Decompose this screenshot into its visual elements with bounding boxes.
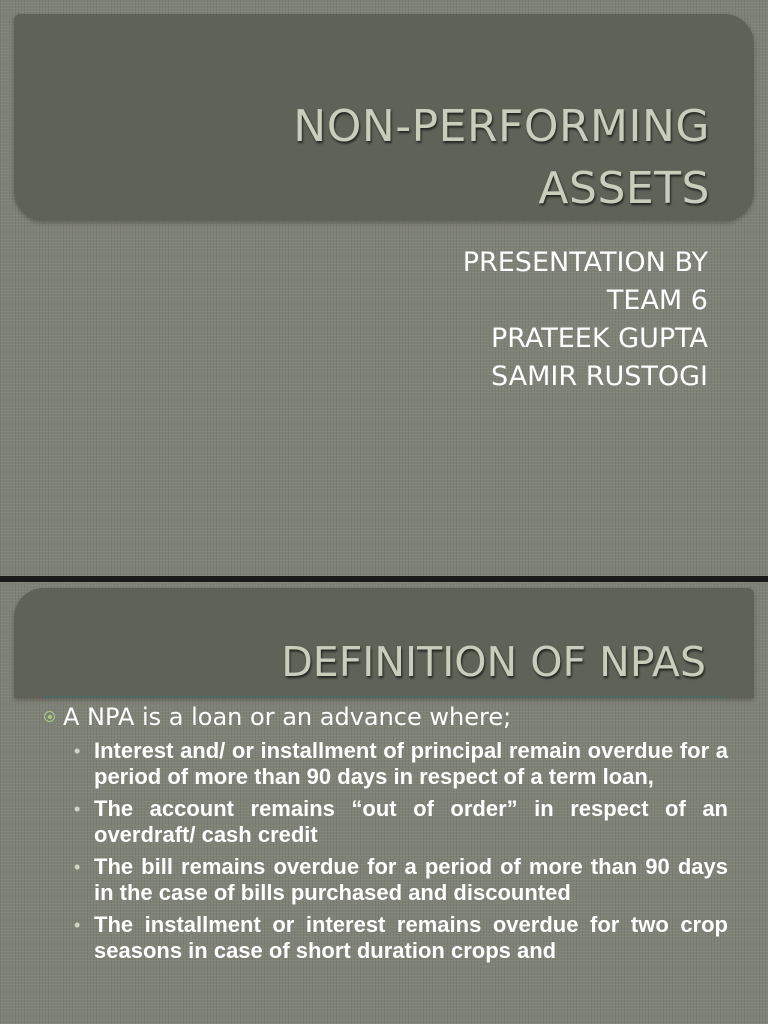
list-item <box>72 854 728 906</box>
list-item-text: The installment or interest remains overdue for two crop seasons in case of short duration crops and <box>94 912 728 963</box>
title-line: NON-PERFORMING <box>293 101 710 152</box>
presenter-credits <box>463 244 708 396</box>
list-item <box>72 796 728 848</box>
list-item <box>72 912 728 964</box>
lead-point <box>44 700 511 734</box>
definition-slide <box>0 582 768 1024</box>
subtitle-line: PRATEEK GUPTA <box>490 323 708 354</box>
subtitle-line: SAMIR RUSTOGI <box>490 361 708 392</box>
list-item <box>72 738 728 790</box>
list-item-text: Interest and/ or installment of principal remain overdue for a period of more than 90 days in respect of a term loan, <box>94 738 728 789</box>
bullet-dot-icon: • <box>74 741 81 761</box>
subtitle-line: PRESENTATION BY <box>462 247 708 278</box>
bullet-dot-icon: • <box>74 915 81 935</box>
slide-title: DEFINITION OF NPAS <box>281 638 706 686</box>
target-icon <box>44 711 55 722</box>
title-divider <box>44 696 722 698</box>
presentation-title <box>293 96 710 220</box>
list-item-text: The bill remains overdue for a period of more than 90 days in the case of bills purchased and discounted <box>94 854 728 905</box>
bullet-dot-icon: • <box>74 857 81 877</box>
lead-text: A NPA is a loan or an advance where; <box>63 703 512 731</box>
bullet-dot-icon: • <box>74 799 81 819</box>
subtitle-line: TEAM 6 <box>606 285 708 316</box>
title-line: ASSETS <box>538 163 710 214</box>
list-item-text: The account remains “out of order” in respect of an overdraft/ cash credit <box>94 796 728 847</box>
definition-list <box>72 738 728 970</box>
